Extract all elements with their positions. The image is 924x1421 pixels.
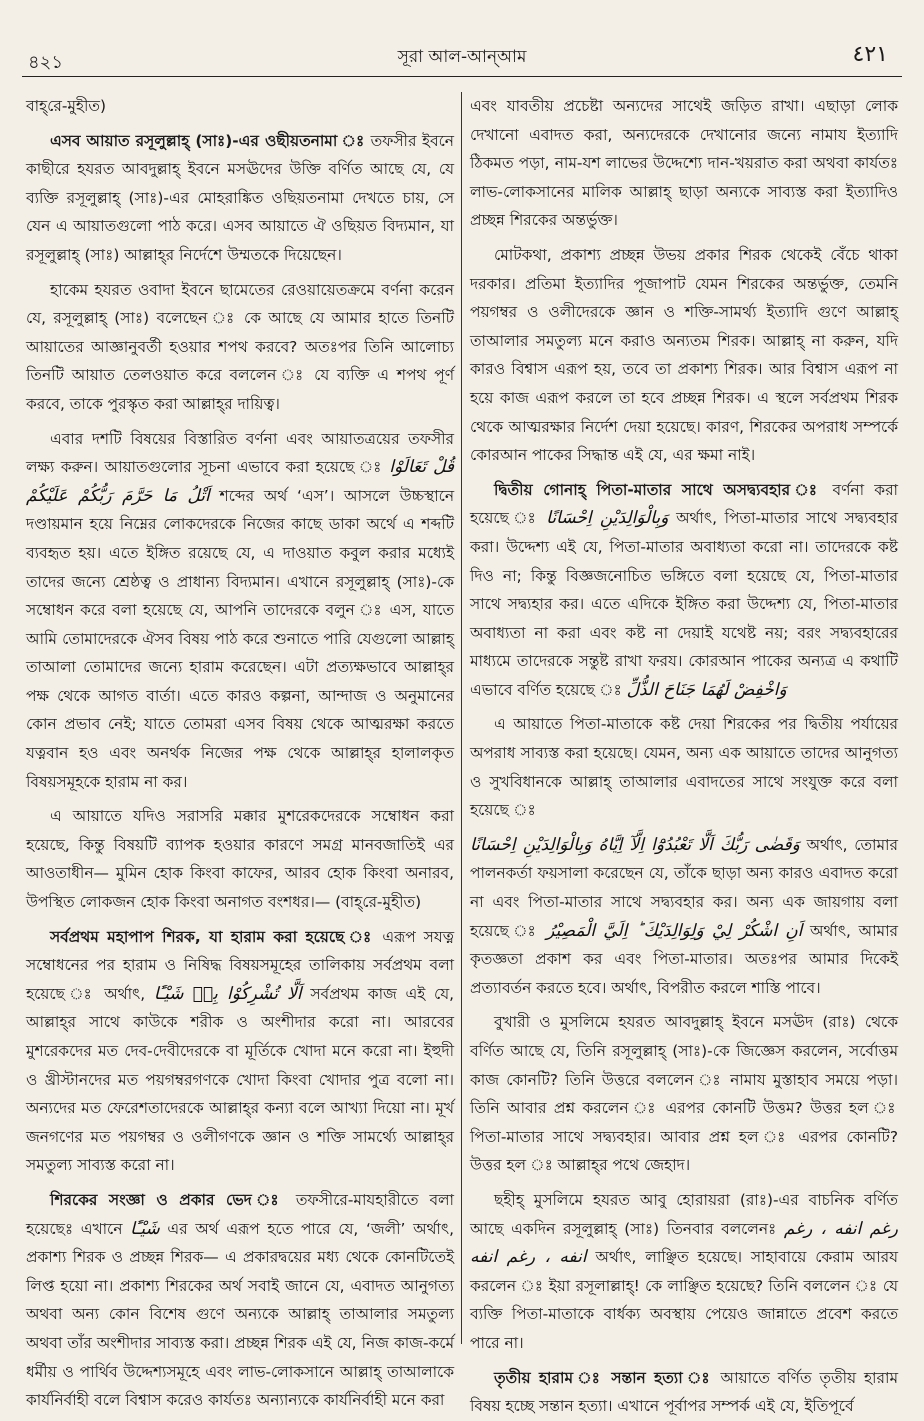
paragraph [26, 923, 454, 1180]
paragraph-text: অর্থাৎ, আমার কৃতজ্ঞতা প্রকাশ কর এবং পিতা-মাতার। অতঃপর আমার দিকেই প্রত্যাবর্তন করতে হবে। অর্থাৎ, বিপরীত করলে শাস্তি পাবে। [470, 921, 899, 997]
paragraph-text: এ আয়াতে যদিও সরাসরি মক্কার মুশরেকদেরকে সম্বোধন করা হয়েছে, কিন্তু বিষয়টি ব্যাপক হওয়ার কারণে সমগ্র মানবজাতিই এর আওতাধীন— মুমিন হোক কিংবা কাফের, আরব হোক কিংবা অনারব, উপস্থিত লোকজন হোক কিংবা অনাগত বংশধর।— (বাহ্‌রে-মুহীত) [26, 807, 454, 912]
paragraph [26, 92, 454, 121]
paragraph-text: অর্থাৎ, পিতা-মাতার সাথে সদ্ব্যবহার করা। উদ্দেশ্য এই যে, পিতা-মাতার অবাধ্যতা করো না। তাদেরকে কষ্ট দিও না; কিন্তু বিজ্ঞজনোচিত ভঙ্গিতে বলা হয়েছে যে, পিতা-মাতার সাথে সদ্ব্যহার কর। এতে এদিকে ইঙ্গিত করা উদ্দেশ্য যে, পিতা-মাতার অবাধ্যতা না করা এবং কষ্ট না দেয়াই যথেষ্ট নয়; বরং সদ্ব্যবহারের মাধ্যমে তাদেরকে সন্তুষ্ট রাখা ফরয। কোরআন পাকের অন্যত্র এ কথাটি এভাবে বর্ণিত হয়েছে ঃ [470, 509, 898, 699]
paragraph [470, 92, 898, 235]
paragraph-text: এবং যাবতীয় প্রচেষ্টা অন্যদের সাথেই জড়িত রাখা। এছাড়া লোক দেখানো এবাদত করা, অন্যদেরকে দেখানোর জন্যে নামায ইত্যাদি ঠিকমত পড়া, নাম-যশ লাভের উদ্দেশ্যে দান-খয়রাত করা অথবা কার্যতঃ লাভ-লোকসানের মালিক আল্লাহ্‌ ছাড়া অন্যকে সাব্যস্ত করা ইত্যাদিও প্রচ্ছন্ন শিরকের অন্তর্ভুক্ত। [470, 97, 898, 230]
paragraph [470, 476, 898, 705]
page-header [22, 40, 902, 77]
paragraph-text: বুখারী ও মুসলিমে হযরত আবদুল্লাহ্‌ ইবনে মসঊদ (রাঃ) থেকে বর্ণিত আছে যে, তিনি রসূলুল্লাহ্‌ (সাঃ)-কে জিজ্ঞেস করলেন, সর্বোত্তম কাজ কোনটি? তিনি উত্তরে বললেন ঃ নামায মুস্তাহাব সময়ে পড়া। তিনি আবার প্রশ্ন করলেন ঃ এরপর কোনটি উত্তম? উত্তর হল ঃ পিতা-মাতার সাথে সদ্ব্যবহার। আবার প্রশ্ন হল ঃ এরপর কোনটি? উত্তর হল ঃ আল্লাহ্‌র পথে জেহাদ। [470, 1013, 898, 1175]
arabic-quote: رغم انفه ، رغم انفه ، رغم انفه [470, 1218, 898, 1268]
paragraph [470, 1364, 898, 1421]
paragraph [26, 1186, 454, 1415]
section-heading: এসব আয়াত রসূলুল্লাহ্‌ (সাঃ)-এর ওছীয়তনামা ঃ [50, 131, 365, 150]
arabic-quote: وَبِالْوَالِدَيْنِ اِحْسَانًا [546, 508, 669, 529]
paragraph-text: অর্থাৎ, তোমার পালনকর্তা ফয়সালা করেছেন যে, তাঁকে ছাড়া অন্য কারও এবাদত করো না এবং পিতা-মাতার সাথে সদ্ব্যবহার কর। অন্য এক জায়গায় বলা হয়েছে ঃ [470, 835, 898, 940]
arabic-quote: اَلَّا تُشْرِكُوْا بِهٖ شَيْـًٔا [153, 983, 302, 1004]
paragraph-text: তফসীরে-মাযহারীতে বলা হয়েছেঃ এখানে [26, 1190, 454, 1238]
arabic-quote: وَاخْفِضْ لَهُمَا جَنَاحَ الذُّلِّ [626, 679, 787, 700]
paragraph-text: মোটকথা, প্রকাশ্য প্রচ্ছন্ন উভয় প্রকার শিরক থেকেই বেঁচে থাকা দরকার। প্রতিমা ইত্যাদির পূজাপাট যেমন শিরকের অন্তর্ভুক্ত, তেমনি পয়গম্বর ও ওলীদেরকে জ্ঞান ও শক্তি-সামর্থ্য ইত্যাদি গুণে আল্লাহ্‌ তাআলার সমতুল্য মনে করাও অন্যতম শিরক। আল্লাহ্‌ না করুন, যদি কারও বিশ্বাস এরূপ হয়, তবে তা প্রকাশ্য শিরক। আর বিশ্বাস এরূপ না হয়ে কাজ এরূপ করলে তা হবে প্রচ্ছন্ন শিরক। এ স্থলে সর্বপ্রথম শিরক থেকে আত্মরক্ষার নির্দেশ দেয়া হয়েছে। কারণ, শিরকের অপরাধ সম্পর্কে কোরআন পাকের সিদ্ধান্ত এই যে, এর ক্ষমা নাই। [470, 245, 898, 465]
paragraph-text: এবার দশটি বিষয়ের বিস্তারিত বর্ণনা এবং আয়াতত্রয়ের তফসীর লক্ষ্য করুন। আয়াতগুলোর সূচনা এভাবে করা হয়েছে ঃ [26, 429, 454, 477]
arabic-quote: وَقَضٰى رَبُّكَ اَلَّا تَعْبُدُوْٓا اِلَّآ اِيَّاهُ وَبِالْوَالِدَيْنِ اِحْسَانًا [470, 834, 800, 855]
paragraph [470, 241, 898, 470]
paragraph [470, 831, 898, 1003]
paragraph-text: শব্দের অর্থ ‘এস’। আসলে উচ্চস্থানে দণ্ডায়মান হয়ে নিম্নের লোকদেরকে নিজের কাছে ডাকা অর্থে এ শব্দটি ব্যবহৃত হয়। এতে ইঙ্গিত রয়েছে যে, এ দাওয়াত কবুল করার মধ্যেই তাদের জন্যে শ্রেষ্ঠত্ব ও প্রাধান্য বিদ্যমান। এখানে রসূলুল্লাহ্‌ (সাঃ)-কে সম্বোধন করে বলা হয়েছে যে, আপনি তাদেরকে বলুন ঃ এস, যাতে আমি তোমাদেরকে ঐসব বিষয় পাঠ করে শুনাতে পারি যেগুলো আল্লাহ্‌ তাআলা তোমাদের জন্যে হারাম করেছেন। এটা প্রত্যক্ষভাবে আল্লাহ্‌র পক্ষ থেকে আগত বার্তা। এতে কারও কল্পনা, আন্দাজ ও অনুমানের কোন প্রভাব নেই; যাতে তোমরা এসব বিষয় থেকে আত্মরক্ষা করতে যত্নবান হও এবং অনর্থক নিজের পক্ষ থেকে আল্লাহ্‌র হালালকৃত বিষয়সমূহকে হারাম না কর। [26, 486, 454, 791]
paragraph [26, 127, 454, 270]
section-heading: তৃতীয় হারাম ঃ সন্তান হত্যা ঃ [494, 1368, 713, 1387]
paragraph-text: এর অর্থ এরূপ হতে পারে যে, ‘জলী’ অর্থাৎ, প্রকাশ্য শিরক ও প্রচ্ছন্ন শিরক— এ প্রকারদ্বয়ের মধ্য থেকে কোনটিতেই লিপ্ত হয়ো না। প্রকাশ্য শিরকের অর্থ সবাই জানে যে, এবাদত আনুগত্য অথবা অন্য কোন বিশেষ গুণে অন্যকে আল্লাহ্‌ তাআলার সমতুল্য অথবা তাঁর অংশীদার সাব্যস্ত করা। প্রচ্ছন্ন শিরক এই যে, নিজ কাজ-কর্মে ধর্মীয় ও পার্থিব উদ্দেশ্যসমূহে এবং লাভ-লোকসানে আল্লাহ্‌ তাআলাকে কার্যনির্বাহী বলে বিশ্বাস করেও কার্যতঃ অন্যান্যকে কার্যনির্বাহী মনে করা [26, 1219, 454, 1410]
paragraph [470, 710, 898, 824]
paragraph-text: সর্বপ্রথম কাজ এই যে, আল্লাহ্‌র সাথে কাউকে শরীক ও অংশীদার করো না। আরবের মুশরেকদের মত দেব-দেবীদেরকে বা মূর্তিকে খোদা মনে করো না। ইহুদী ও খ্রীস্টানদের মত পয়গম্বরগণকে খোদা কিংবা খোদার পুত্র বলো না। অন্যদের মত ফেরেশতাদেরকে আল্লাহ্‌র কন্যা বলে আখ্যা দিয়ো না। মূর্খ জনগণের মত পয়গম্বর ও ওলীগণকে জ্ঞান ও শক্তি সামর্থ্যে আল্লাহ্‌র সমতুল্য সাব্যস্ত করো না। [26, 984, 454, 1175]
arabic-quote: شَيْـًٔا [130, 1218, 160, 1239]
page-number-right: ٤٢١ [852, 42, 888, 67]
paragraph [26, 425, 454, 797]
section-heading: দ্বিতীয় গোনাহ্‌ পিতা-মাতার সাথে অসদ্ব্যবহার ঃ [494, 480, 823, 499]
paragraph-text: বর্ণনা করা হয়েছে ঃ [470, 480, 898, 528]
paragraph-text: অর্থাৎ, লাঞ্ছিত হয়েছে। সাহাবায়ে কেরাম আরয করলেন ঃ ইয়া রসূলাল্লাহ্‌! কে লাঞ্ছিত হয়েছে? তিনি বললেন ঃ যে ব্যক্তি পিতা-মাতাকে বার্ধক্য অবস্থায় পেয়েও জান্নাতে প্রবেশ করতে পারে না। [470, 1248, 898, 1352]
section-heading: সর্বপ্রথম মহাপাপ শিরক, যা হারাম করা হয়েছে ঃ [50, 927, 375, 946]
arabic-quote: قُلْ تَعَالَوْا اَتْلُ مَا حَرَّمَ رَبُّكُمْ عَلَيْكُمْ [26, 457, 455, 506]
paragraph-text: এরূপ সযত্ন সম্বোধনের পর হারাম ও নিষিদ্ধ বিষয়সমূহের তালিকায় সর্বপ্রথম বলা হয়েছে ঃ অর্থাৎ, [26, 927, 454, 1003]
paragraph [470, 1008, 898, 1180]
paragraph [26, 802, 454, 916]
left-column [26, 92, 455, 1410]
paragraph-text: আয়াতে বর্ণিত তৃতীয় হারাম বিষয় হচ্ছে সন্তান হত্যা। এখানে পূর্বাপর সম্পর্ক এই যে, ইতিপূর্বে [470, 1368, 898, 1416]
page-number-left: ৪২১ [28, 52, 64, 73]
paragraph [470, 1186, 898, 1358]
running-title: সূরা আল-আন্‌আম [397, 47, 527, 67]
right-column [470, 92, 899, 1416]
paragraph [26, 276, 454, 419]
paragraph-text: হাকেম হযরত ওবাদা ইবনে ছামেতের রেওয়ায়েতক্রমে বর্ণনা করেন যে, রসূলুল্লাহ্‌ (সাঃ) বলেছেন ঃ কে আছে যে আমার হাতে তিনটি আয়াতের আজ্ঞানুবর্তী হওয়ার শপথ করবে? অতঃপর তিনি আলোচ্য তিনটি আয়াত তেলওয়াত করে বললেন ঃ যে ব্যক্তি এ শপথ পূর্ণ করবে, তাকে পুরস্কৃত করা আল্লাহ্‌র দায়িত্ব। [26, 280, 454, 413]
paragraph-text: ছহীহ্‌ মুসলিমে হযরত আবু হোরায়রা (রাঃ)-এর বাচনিক বর্ণিত আছে একদিন রসূলুল্লাহ্‌ (সাঃ) তিনবার বললেনঃ [470, 1190, 898, 1238]
paragraph-text: এ আয়াতে পিতা-মাতাকে কষ্ট দেয়া শিরকের পর দ্বিতীয় পর্যায়ের অপরাধ সাব্যস্ত করা হয়েছে। যেমন, অন্য এক আয়াতে তাদের আনুগত্য ও সুখবিধানকে আল্লাহ্‌ তাআলার এবাদতের সাথে সংযুক্ত করে বলা হয়েছে ঃ [470, 715, 898, 820]
arabic-quote: اَنِ اشْكُرْ لِيْ وَلِوَالِدَيْكَ ؕ اِلَيَّ الْمَصِيْرُ [546, 920, 803, 941]
paragraph-text: তফসীর ইবনে কাছীরে হযরত আবদুল্লাহ্‌ ইবনে মসঊদের উক্তি বর্ণিত আছে যে, যে ব্যক্তি রসূলুল্লাহ্‌ (সাঃ)-এর মোহরাঙ্কিত ওছিয়তনামা দেখতে চায়, সে যেন এ আয়াতগুলো পাঠ করে। এসব আয়াতে ঐ ওছিয়ত বিদ্যমান, যা রসূলুল্লাহ্‌ (সাঃ) আল্লাহ্‌র নির্দেশে উম্মতকে দিয়েছেন। [26, 131, 454, 264]
column-divider [461, 92, 462, 1344]
paragraph-text: বাহ্‌রে-মুহীত) [26, 97, 106, 115]
section-heading: শিরকের সংজ্ঞা ও প্রকার ভেদ ঃ [50, 1190, 285, 1209]
